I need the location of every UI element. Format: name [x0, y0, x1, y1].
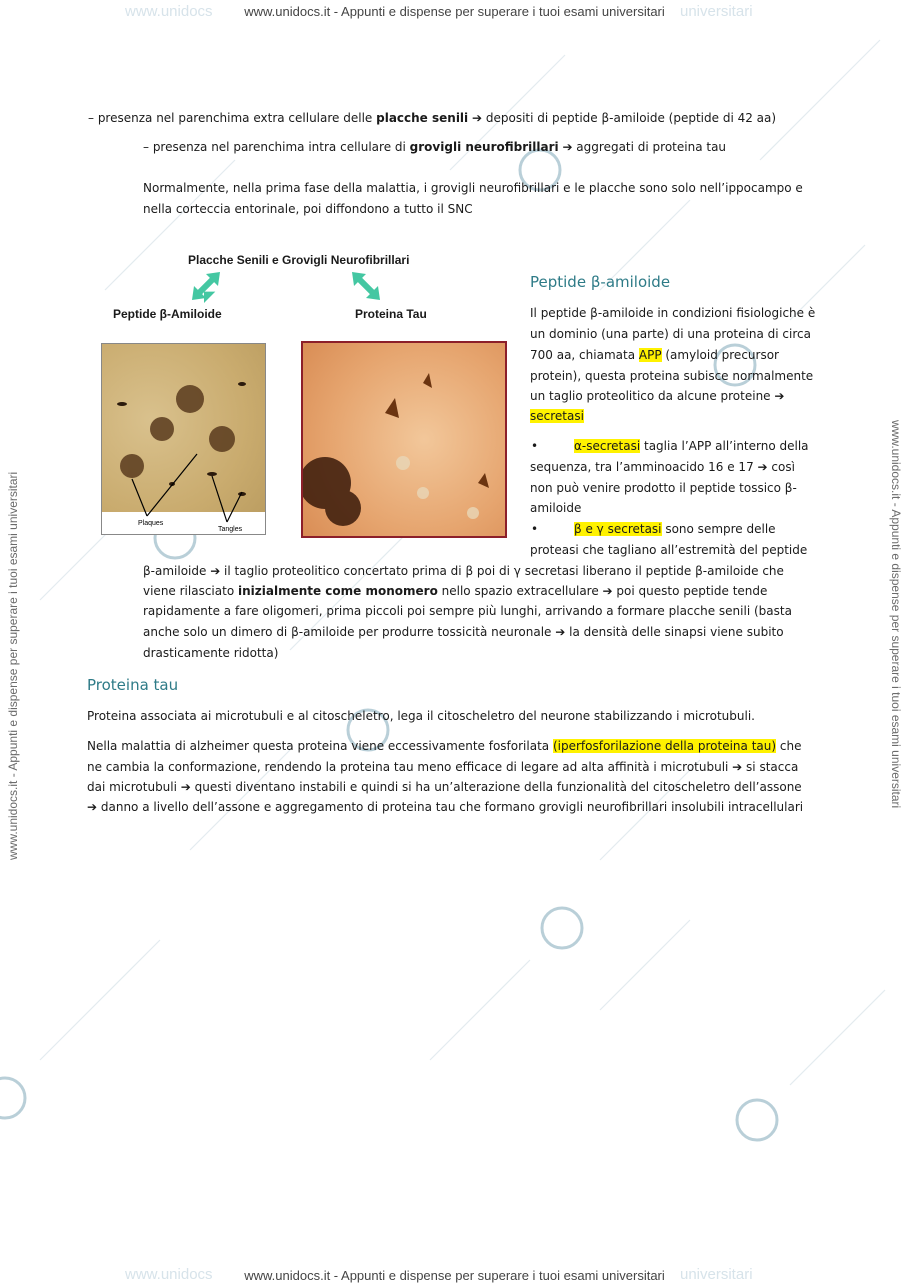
bullet-2-marker: • — [531, 522, 539, 536]
intro-line-2-text: – presenza nel parenchima intra cellulare di — [143, 140, 410, 154]
bullet-1-line-1-text: taglia l’APP all’interno della — [640, 439, 809, 453]
beta-cont-line-1: β-amiloide ➔ il taglio proteolitico concertato prima di β poi di γ secretasi liberano il peptide β-amiloide che — [143, 564, 784, 578]
tau-p2-line-1 — [87, 736, 801, 757]
figure-label-tau: Proteina Tau — [355, 307, 427, 321]
bullet-1-line-2: sequenza, tra l’amminoacido 16 e 17 ➔ così — [530, 460, 795, 474]
plaques-micrograph-art — [102, 344, 265, 534]
alpha-secretasi-highlight: α-secretasi — [574, 439, 641, 453]
figure-label-beta: Peptide β-Amiloide — [113, 307, 222, 321]
beta-cont-line-3: rapidamente a fare oligomeri, prima piccoli poi sempre più lunghi, arrivando a formare placche senili (basta — [143, 604, 792, 618]
bullet-2-line-2: proteasi che tagliano all’estremità del peptide — [530, 543, 808, 557]
beta-p1-line-3 — [530, 345, 779, 366]
watermark-ghost-left-footer: www.unidocs — [125, 1266, 213, 1283]
intro-line-1 — [88, 108, 776, 129]
watermark-ghost-right: universitari — [680, 3, 753, 20]
tau-p2-line-1-text: Nella malattia di alzheimer questa proteina viene eccessivamente fosforilata — [87, 739, 553, 753]
beta-p1-line-6 — [530, 406, 584, 427]
intro-line-2 — [143, 137, 726, 158]
beta-cont-line-2 — [143, 581, 767, 602]
tangles-label: Tangles — [218, 526, 243, 533]
footer-watermark[interactable]: www.unidocs.it - Appunti e dispense per superare i tuoi esami universitari — [244, 1268, 665, 1283]
bullet-2-line-1-text: sono sempre delle — [661, 522, 776, 536]
bullet-1-line-1 — [574, 436, 809, 457]
beta-p1-line-1: Il peptide β-amiloide in condizioni fisiologiche è — [530, 306, 816, 320]
tau-p2-line-1-rest: che — [776, 739, 802, 753]
side-watermark-right: www.unidocs.it - Appunti e dispense per superare i tuoi esami universitari — [889, 420, 903, 809]
beta-p1-line-2: un dominio (una parte) di una proteina di circa — [530, 327, 811, 341]
intro-line-1-text: – presenza nel parenchima extra cellulare delle — [88, 111, 377, 125]
tau-micrograph-art — [303, 343, 505, 536]
beta-gamma-secretasi-highlight: β e γ secretasi — [574, 522, 662, 536]
intro-line-2-rest: ➔ aggregati di proteina tau — [558, 140, 727, 154]
tau-micrograph — [301, 341, 507, 538]
beta-cont-line-2-text: viene rilasciato — [143, 584, 238, 598]
placche-senili-term: placche senili — [376, 111, 469, 125]
tau-p2-line-3: dai microtubuli ➔ questi diventano instabili e quindi si ha un’alterazione della funzionalità del citoscheletro dell’assone — [87, 780, 802, 794]
side-watermark-left: www.unidocs.it - Appunti e dispense per superare i tuoi esami universitari — [6, 471, 20, 860]
beta-p1-line-3-text: 700 aa, chiamata — [530, 348, 639, 362]
intro-paragraph-line-2: nella corteccia entorinale, poi diffondono a tutto il SNC — [143, 202, 473, 216]
beta-cont-line-5: drasticamente ridotta) — [143, 646, 279, 660]
bullet-2-line-1 — [574, 519, 776, 540]
figure-title: Placche Senili e Grovigli Neurofibrillari — [188, 253, 410, 267]
app-highlight: APP — [638, 348, 662, 362]
monomero-term: inizialmente come monomero — [237, 584, 438, 598]
beta-p1-line-5: un taglio proteolitico da alcune proteine ➔ — [530, 389, 785, 403]
beta-p1-line-4: protein), questa proteina subisce normalmente — [530, 369, 814, 383]
grovigli-term: grovigli neurofibrillari — [409, 140, 559, 154]
tau-p2-line-4: ➔ danno a livello dell’assone e aggregamento di proteina tau che formano grovigli neurofibrillari insolubili intracellulari — [87, 800, 804, 814]
section-heading-tau: Proteina tau — [87, 676, 179, 694]
beta-cont-line-2-rest: nello spazio extracellulare ➔ poi questo peptide tende — [437, 584, 768, 598]
bullet-1-line-3: non può venire prodotto il peptide tossico β- — [530, 481, 797, 495]
plaques-label: Plaques — [138, 520, 164, 527]
iperfosforilazione-highlight: (iperfosforilazione della proteina tau) — [552, 739, 777, 753]
section-heading-beta: Peptide β-amiloide — [530, 273, 671, 291]
beta-cont-line-4: anche solo un dimero di β-amiloide per produrre tossicità neuronale ➔ la densità delle sinapsi viene subito — [143, 625, 784, 639]
intro-paragraph-line-1: Normalmente, nella prima fase della malattia, i grovigli neurofibrillari e le placche sono solo nell’ippocampo e — [143, 181, 803, 195]
tau-p1: Proteina associata ai microtubuli e al citoscheletro, lega il citoscheletro del neurone stabilizzando i microtubuli. — [87, 709, 755, 723]
secretasi-highlight: secretasi — [530, 409, 584, 423]
intro-line-1-rest: ➔ depositi di peptide β-amiloide (peptide di 42 aa) — [468, 111, 777, 125]
header-watermark[interactable]: www.unidocs.it - Appunti e dispense per superare i tuoi esami universitari — [244, 4, 665, 19]
bullet-1-marker: • — [531, 439, 539, 453]
plaques-micrograph — [101, 343, 266, 535]
tau-p2-line-2: ne cambia la conformazione, rendendo la proteina tau meno efficace di legare ad alta affinità i microtubuli ➔ si stacca — [87, 760, 799, 774]
watermark-ghost-left: www.unidocs — [125, 3, 213, 20]
beta-p1-line-3-rest: (amyloid precursor — [661, 348, 779, 362]
bullet-1-line-4: amiloide — [530, 501, 582, 515]
watermark-ghost-right-footer: universitari — [680, 1266, 753, 1283]
